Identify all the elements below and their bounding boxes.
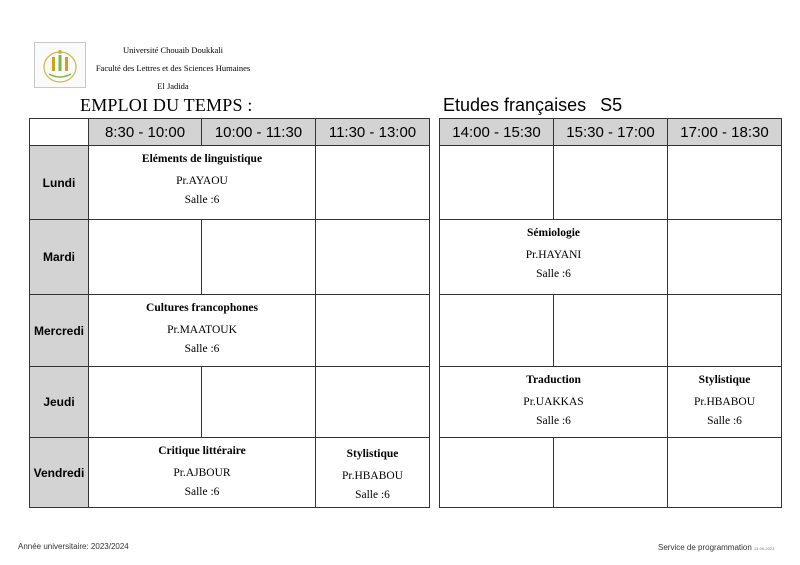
- day-label: Lundi: [30, 146, 89, 220]
- empty-cell: [316, 220, 430, 295]
- empty-cell: [668, 438, 782, 508]
- faculty-name: Faculté des Lettres et des Sciences Humaines: [95, 63, 251, 73]
- course-cell: [316, 438, 430, 508]
- city-name: El Jadida: [157, 81, 189, 91]
- empty-cell: [316, 295, 430, 367]
- slot-header: 11:30 - 13:00: [316, 119, 430, 146]
- slot-header: 14:00 - 15:30: [440, 119, 554, 146]
- course-room: Salle :6: [184, 486, 220, 498]
- slot-header: 8:30 - 10:00: [89, 119, 202, 146]
- course-title: Eléments de linguistique: [141, 153, 263, 165]
- service-stamp: 13-09-2023: [753, 546, 775, 551]
- course-prof: Pr.HAYANI: [525, 249, 582, 261]
- course-cell: [440, 220, 668, 295]
- day-label: Mercredi: [30, 295, 89, 367]
- empty-cell: [440, 295, 554, 367]
- course-room: Salle :6: [536, 415, 571, 427]
- schedule-morning-table: [29, 118, 430, 508]
- course-room: Salle :6: [536, 268, 571, 280]
- course-prof: Pr.AYAOU: [176, 175, 228, 187]
- slot-header: 10:00 - 11:30: [202, 119, 316, 146]
- course-prof: Pr.HBABOU: [693, 396, 756, 408]
- empty-cell: [668, 295, 782, 367]
- service-label: [658, 543, 774, 552]
- empty-cell: [440, 146, 554, 220]
- course-prof: Pr.UAKKAS: [523, 396, 584, 408]
- semester-label: S5: [600, 95, 623, 115]
- course-title: Sémiologie: [526, 227, 581, 239]
- course-cell: [89, 146, 316, 220]
- empty-cell: [668, 220, 782, 295]
- university-name: Université Chouaib Doukkali: [122, 45, 224, 55]
- course-title: Stylistique: [346, 448, 399, 460]
- slot-header: 15:30 - 17:00: [554, 119, 668, 146]
- empty-cell: [202, 367, 316, 438]
- empty-cell: [554, 438, 668, 508]
- course-cell: [89, 438, 316, 508]
- course-prof: Pr.AJBOUR: [173, 467, 231, 479]
- empty-cell: [89, 367, 202, 438]
- program-name: Etudes françaises: [443, 95, 587, 115]
- course-title: Cultures francophones: [146, 302, 258, 314]
- university-logo-icon: [34, 42, 86, 88]
- empty-cell: [316, 367, 430, 438]
- course-cell: [668, 367, 782, 438]
- course-room: Salle :6: [355, 489, 390, 501]
- schedule-afternoon-table: [439, 118, 782, 508]
- course-prof: Pr.MAATOUK: [167, 324, 237, 336]
- course-cell: [440, 367, 668, 438]
- empty-cell: [440, 438, 554, 508]
- page-title: EMPLOI DU TEMPS :: [80, 95, 253, 115]
- course-title: Stylistique: [698, 374, 751, 386]
- day-label: Jeudi: [30, 367, 89, 438]
- slot-header: 17:00 - 18:30: [668, 119, 782, 146]
- empty-cell: [554, 295, 668, 367]
- corner-cell: [30, 119, 89, 146]
- day-label: Vendredi: [30, 438, 89, 508]
- course-room: Salle :6: [707, 415, 742, 427]
- service-name: Service de programmation: [658, 543, 752, 552]
- course-cell: [89, 295, 316, 367]
- course-room: Salle :6: [184, 194, 220, 206]
- day-label: Mardi: [30, 220, 89, 295]
- empty-cell: [316, 146, 430, 220]
- empty-cell: [89, 220, 202, 295]
- course-title: Critique littéraire: [158, 445, 246, 457]
- empty-cell: [668, 146, 782, 220]
- empty-cell: [554, 146, 668, 220]
- empty-cell: [202, 220, 316, 295]
- program-title: [443, 95, 622, 116]
- academic-year: Année universitaire: 2023/2024: [18, 542, 129, 551]
- course-room: Salle :6: [184, 343, 220, 355]
- course-title: Traduction: [526, 374, 581, 386]
- course-prof: Pr.HBABOU: [341, 470, 404, 482]
